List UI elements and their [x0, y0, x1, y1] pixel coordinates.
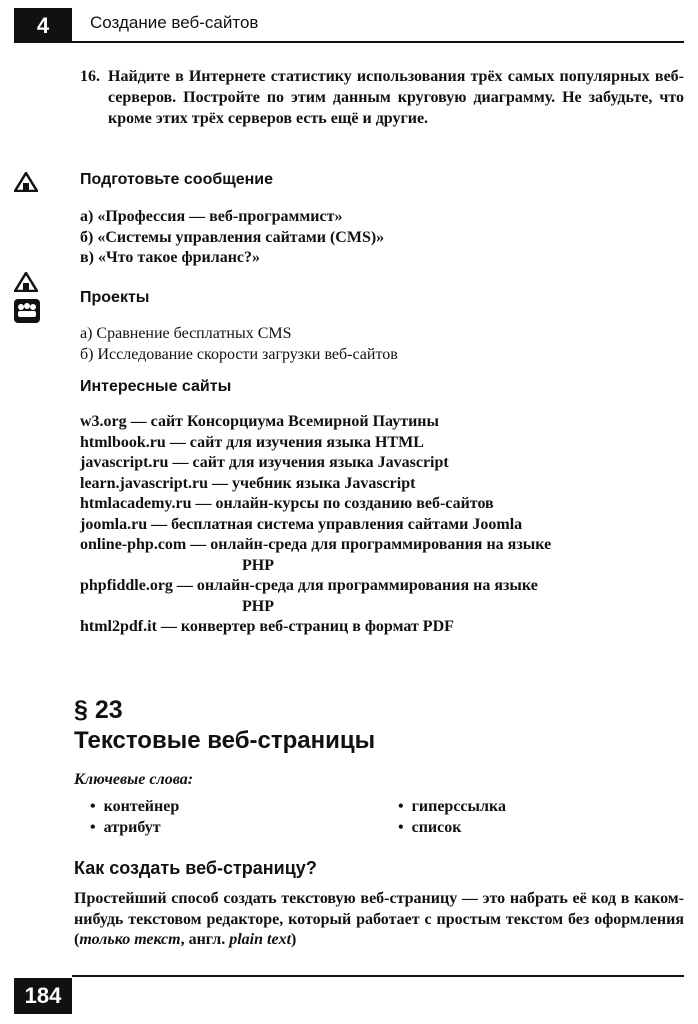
site-desc: — конвертер веб-страниц в формат PDF — [156, 618, 454, 635]
site-row — [80, 453, 686, 474]
page-number-box — [14, 978, 72, 1014]
site-row — [80, 617, 686, 638]
prepare-list — [80, 207, 684, 269]
sites-heading: Интересные сайты — [80, 378, 232, 395]
site-desc: — сайт Консорциума Всемирной Паутины — [126, 413, 440, 430]
site-row — [80, 535, 686, 576]
subheading: Как создать веб-страницу? — [74, 858, 317, 878]
chapter-title: Создание веб-сайтов — [90, 13, 259, 32]
keywords-label: Ключевые слова: — [74, 771, 194, 788]
footer-divider — [72, 975, 684, 977]
keyword: • гиперссылка — [398, 797, 648, 818]
list-item: а) Сравнение бесплатных CMS — [80, 325, 292, 342]
page-number: 184 — [24, 983, 62, 1008]
chapter-number: 4 — [36, 12, 50, 38]
body-paragraph — [74, 889, 684, 951]
chapter-number-box — [14, 8, 72, 43]
site-link[interactable]: w3.org — [80, 413, 127, 430]
task-number: 16. — [80, 68, 100, 85]
site-desc: — сайт для изучения языка HTML — [165, 433, 424, 451]
site-desc: — бесплатная система управления сайтами Joomla — [147, 515, 523, 533]
list-item: а) «Профессия — веб-программист» — [80, 208, 343, 225]
site-link[interactable]: htmlacademy.ru — [80, 495, 192, 512]
site-row — [80, 515, 686, 536]
body-text-part: ) — [291, 931, 297, 948]
list-item: б) «Системы управления сайтами (CMS)» — [80, 228, 385, 246]
site-desc-continuation: PHP — [242, 556, 274, 574]
site-link[interactable]: phpfiddle.org — [80, 577, 173, 594]
site-row — [80, 412, 686, 433]
keyword: • контейнер — [90, 797, 398, 818]
warning-triangle-icon — [14, 172, 38, 192]
prepare-heading: Подготовьте сообщение — [80, 171, 274, 188]
task-text: Найдите в Интернете статистику использования трёх самых популярных веб-серверов. Постройте по этим данным круговую диаграмму. Не забудьте, что кроме этих трёх серверов есть ещё и другие. — [108, 68, 684, 127]
group-work-icon — [14, 299, 40, 323]
sites-list — [80, 412, 686, 638]
paragraph-number: § 23 — [74, 696, 123, 724]
header-divider — [72, 41, 684, 43]
list-item: в) «Что такое фриланс?» — [80, 249, 261, 266]
site-row — [80, 474, 686, 495]
site-link[interactable]: htmlbook.ru — [80, 433, 166, 451]
task-16 — [80, 66, 684, 129]
body-text-part: Простейший способ создать текстовую веб-страницу — это набрать её код в каком-нибудь текстовом редакторе, который работает с простым текстом без оформления ( — [74, 890, 684, 948]
paragraph-title: Текстовые веб-страницы — [74, 727, 376, 754]
warning-triangle-icon — [14, 272, 38, 292]
site-link[interactable]: joomla.ru — [80, 515, 148, 533]
keyword: • список — [398, 818, 648, 839]
site-link[interactable]: online-php.com — [80, 536, 187, 553]
site-desc: — онлайн-среда для программирования на языке — [186, 536, 552, 553]
keyword: • атрибут — [90, 818, 398, 839]
site-row — [80, 433, 686, 454]
site-row — [80, 494, 686, 515]
projects-heading: Проекты — [80, 289, 150, 306]
list-item: б) Исследование скорости загрузки веб-сайтов — [80, 345, 398, 363]
body-italic: plain text — [229, 931, 292, 948]
site-desc: — учебник языка Javascript — [207, 474, 416, 492]
keywords-list — [90, 797, 650, 838]
site-link[interactable]: learn.javascript.ru — [80, 474, 208, 492]
site-desc: — онлайн-среда для программирования на языке — [172, 577, 538, 594]
body-italic: только текст — [79, 931, 181, 948]
site-desc: — онлайн-курсы по созданию веб-сайтов — [191, 495, 494, 512]
site-link[interactable]: javascript.ru — [80, 454, 169, 471]
site-desc-continuation: PHP — [242, 597, 274, 615]
site-link[interactable]: html2pdf.it — [80, 618, 157, 635]
body-text-part: , англ. — [180, 931, 230, 948]
projects-list — [80, 324, 684, 365]
site-row — [80, 576, 686, 617]
site-desc: — сайт для изучения языка Javascript — [168, 454, 449, 471]
